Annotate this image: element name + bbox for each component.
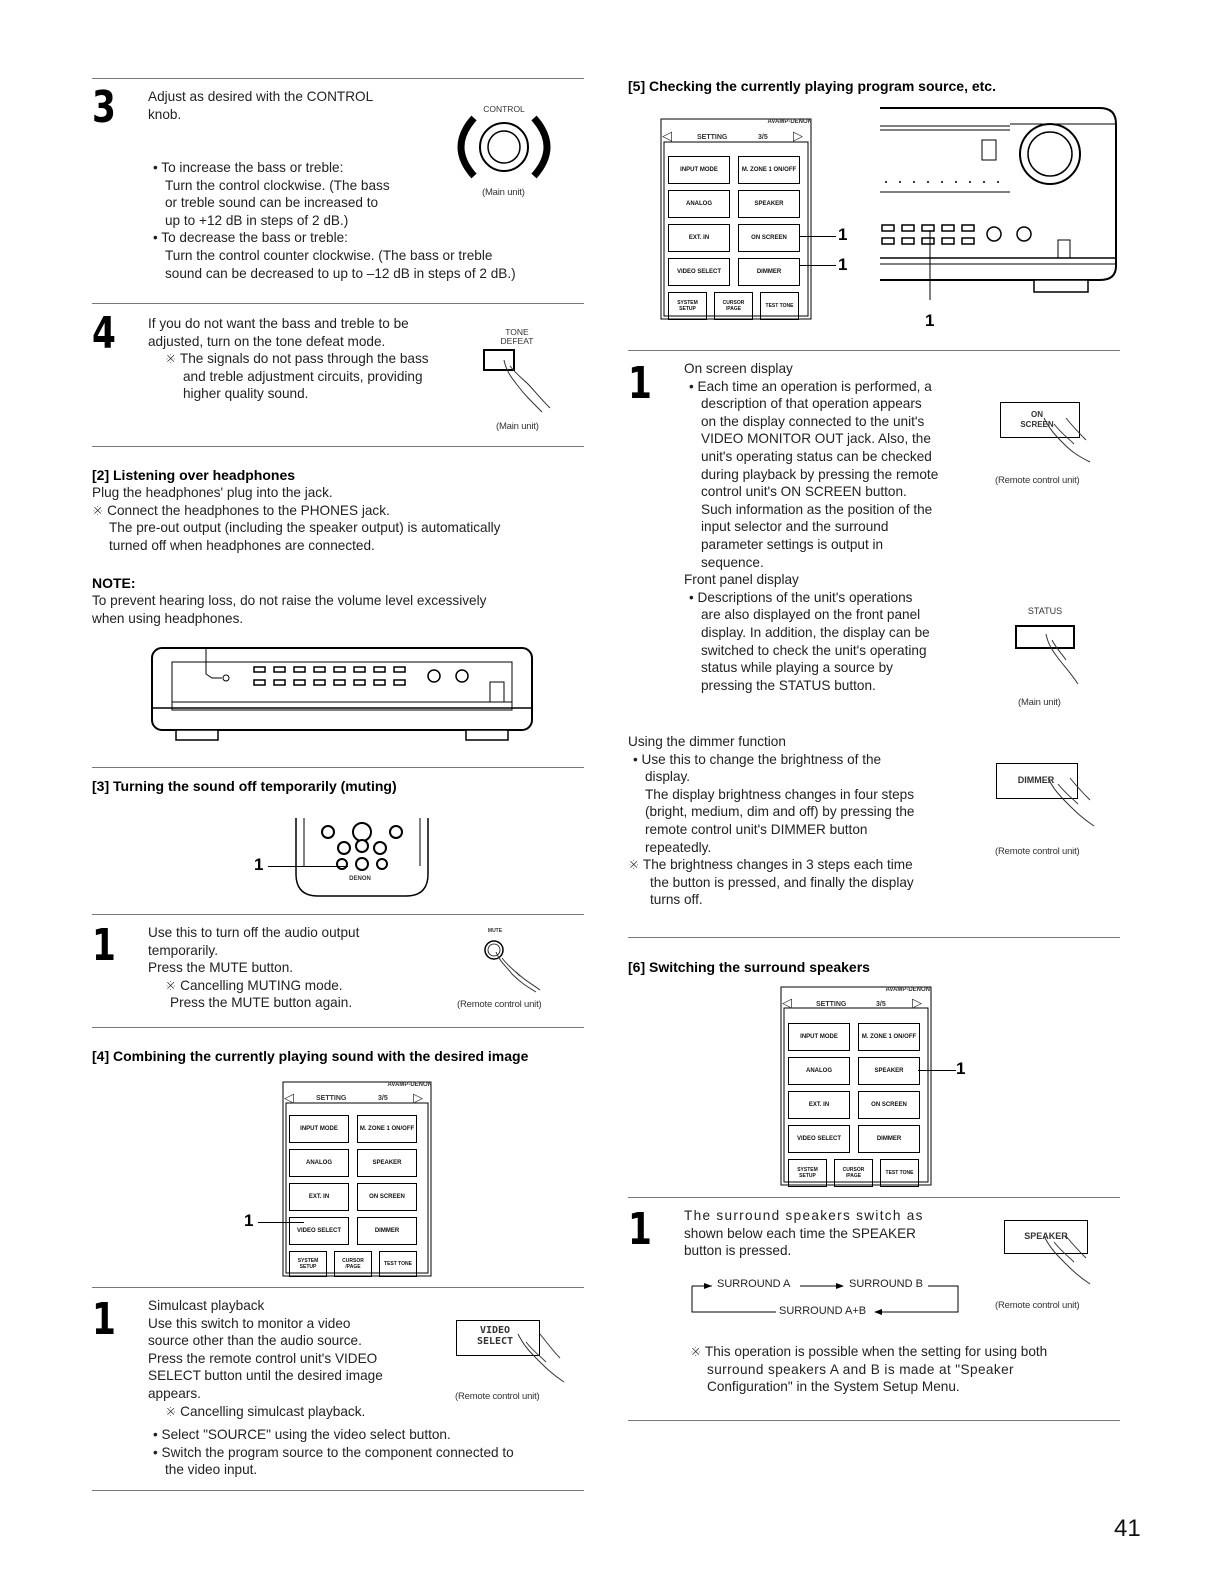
step-number: 1 (92, 1294, 116, 1345)
defeat-label: DEFEAT (500, 336, 534, 346)
remote-ext-in-button[interactable]: EXT. IN (668, 224, 730, 252)
callout-1: 1 (244, 1211, 254, 1230)
section-4-text: Simulcast playback Use this switch to monitor a video source other than the audio source. Press the remote control unit's VIDEO SELECT button until the desired image appears. ※ Cancelling simulcast playback. (148, 1298, 383, 1419)
section-2-text: Plug the headphones' plug into the jack. ※ Connect the headphones to the PHONES jack. The pre-out output (including the speaker output) is automatically turned off when headphones are connected. (92, 485, 501, 553)
video-select-label-2: SELECT (476, 1336, 514, 1347)
status-caption: (Main unit) (1018, 697, 1061, 708)
remote-mzone-button[interactable]: M. ZONE 1 ON/OFF (738, 156, 800, 184)
remote-cursor-page-button[interactable]: CURSOR /PAGE (334, 1251, 372, 1277)
dimmer-text: Using the dimmer function • Use this to change the brightness of the display. The display brightness changes in four steps (bright, medium, dim and off) by pressing the remote control unit's DIMMER button repeatedly. ※ The brightness changes in 3 steps each time the button is pressed, and finally the display turns off. (628, 733, 978, 909)
step3-text: Adjust as desired with the CONTROL knob. (148, 89, 374, 122)
remote-test-tone-button[interactable]: TEST TONE (379, 1251, 417, 1277)
remote-system-setup-button[interactable]: SYSTEM SETUP (289, 1251, 327, 1277)
remote-input-mode-button[interactable]: INPUT MODE (289, 1115, 349, 1143)
speaker-label: SPEAKER (1024, 1231, 1068, 1241)
remote-cursor-page-button[interactable]: CURSOR /PAGE (834, 1159, 873, 1187)
step-number: 1 (628, 358, 652, 409)
remote-page-label: 3/5 (876, 1001, 886, 1008)
remote-ext-in-button[interactable]: EXT. IN (289, 1183, 349, 1211)
remote-left-arrow-icon: ◁ (662, 128, 672, 143)
callout-1: 1 (838, 225, 848, 244)
section-5-osd-text: On screen display • Each time an operation is performed, a description of that operation appears on the display connected to the unit's VIDEO MONITOR OUT jack. Also, the unit's operating status can be checked during playback by pressing the remote control unit's ON SCREEN button. Such information as the position of the input selector and the surround parameter settings is output in sequence. Front panel display • Descriptions of the unit's operations are also displayed on the front panel display. In addition, the display can be switched to check the unit's operating status while playing a source by pressing the STATUS button. (684, 360, 984, 694)
remote-setting-label: SETTING (816, 1001, 847, 1008)
remote-dimmer-button[interactable]: DIMMER (357, 1217, 417, 1245)
remote-speaker-button[interactable]: SPEAKER (858, 1057, 920, 1085)
remote-input-mode-button[interactable]: INPUT MODE (668, 156, 730, 184)
remote-mzone-button[interactable]: M. ZONE 1 ON/OFF (858, 1023, 920, 1051)
remote-analog-button[interactable]: ANALOG (668, 190, 730, 218)
callout-1: 1 (956, 1059, 966, 1078)
note-title: NOTE: (92, 575, 136, 591)
section-6-text: The surround speakers switch as shown below each time the SPEAKER button is pressed. (684, 1208, 924, 1259)
mute-label: MUTE (487, 928, 503, 934)
remote-input-mode-button[interactable]: INPUT MODE (788, 1023, 850, 1051)
receiver-front-illustration (880, 100, 1120, 300)
section-2-title: [2] Listening over headphones (92, 467, 296, 483)
tone-label: TONE (505, 327, 529, 337)
remote-right-arrow-icon: ▷ (912, 995, 922, 1010)
remote-setting-label: SETTING (316, 1095, 347, 1102)
remote-analog-button[interactable]: ANALOG (289, 1149, 349, 1177)
tone-caption: (Main unit) (496, 421, 539, 432)
remote-system-setup-button[interactable]: SYSTEM SETUP (668, 292, 707, 320)
receiver-front-illustration (150, 644, 534, 744)
speaker-caption: (Remote control unit) (995, 1300, 1080, 1311)
remote-brand-label: AVAMP-DENON (387, 1082, 432, 1088)
remote-on-screen-button[interactable]: ON SCREEN (357, 1183, 417, 1211)
section-6-note: ※ This operation is possible when the setting for using both surround speakers A and B is made at "Speaker Configuration" in the System Setup Menu. (690, 1344, 1048, 1395)
remote-left-arrow-icon: ◁ (284, 1090, 294, 1105)
remote-button-grid (668, 156, 808, 320)
section-4-title: [4] Combining the currently playing sound with the desired image (92, 1048, 529, 1064)
on-screen-label-1: ON (1031, 410, 1043, 419)
knob-label: CONTROL (483, 104, 525, 114)
remote-right-arrow-icon: ▷ (413, 1090, 423, 1105)
flow-surround-a: SURROUND A (717, 1278, 791, 1290)
remote-brand-label: AVAMP-DENON (767, 119, 812, 125)
flow-surround-b: SURROUND B (849, 1278, 923, 1290)
remote-right-arrow-icon: ▷ (793, 128, 803, 143)
pressing-hand-icon (1040, 414, 1100, 464)
dimmer-caption: (Remote control unit) (995, 846, 1080, 857)
callout-1: 1 (254, 855, 264, 874)
remote-video-select-button[interactable]: VIDEO SELECT (788, 1125, 850, 1153)
remote-dimmer-button[interactable]: DIMMER (858, 1125, 920, 1153)
step-number: 4 (92, 308, 116, 359)
remote-dimmer-button[interactable]: DIMMER (738, 258, 800, 286)
on-screen-label-2: SCREEN (1020, 420, 1054, 429)
flow-surround-ab: SURROUND A+B (779, 1305, 867, 1317)
tone-defeat-button-icon (480, 346, 560, 418)
callout-1: 1 (838, 255, 848, 274)
section-3-title: [3] Turning the sound off temporarily (muting) (92, 778, 397, 794)
remote-on-screen-button[interactable]: ON SCREEN (858, 1091, 920, 1119)
remote-page-label: 3/5 (758, 134, 768, 141)
step-number: 1 (92, 920, 116, 971)
video-select-label-1: VIDEO (479, 1325, 511, 1336)
remote-mzone-button[interactable]: M. ZONE 1 ON/OFF (357, 1115, 417, 1143)
knob-caption: (Main unit) (482, 187, 525, 198)
remote-button-grid (788, 1023, 928, 1187)
remote-page-label: 3/5 (378, 1095, 388, 1102)
remote-test-tone-button[interactable]: TEST TONE (760, 292, 799, 320)
remote-button-grid (289, 1115, 425, 1277)
section-3-text: Use this to turn off the audio output temporarily. Press the MUTE button. ※ Cancelling MUTING mode. Press the MUTE button again. (148, 925, 360, 1011)
dimmer-label: DIMMER (1017, 775, 1055, 785)
pressing-hand-icon (1040, 1232, 1100, 1288)
remote-speaker-button[interactable]: SPEAKER (738, 190, 800, 218)
remote-ext-in-button[interactable]: EXT. IN (788, 1091, 850, 1119)
remote-on-screen-button[interactable]: ON SCREEN (738, 224, 800, 252)
page-number: 41 (1114, 1515, 1141, 1542)
control-knob-icon (454, 114, 554, 180)
remote-system-setup-button[interactable]: SYSTEM SETUP (788, 1159, 827, 1187)
section-5-title: [5] Checking the currently playing program source, etc. (628, 78, 996, 94)
remote-cursor-page-button[interactable]: CURSOR /PAGE (714, 292, 753, 320)
mute-button-icon (476, 936, 556, 996)
step-number: 1 (628, 1204, 652, 1255)
remote-video-select-button[interactable]: VIDEO SELECT (668, 258, 730, 286)
remote-brand-label: AVAMP-DENON (885, 987, 930, 993)
section-6-title: [6] Switching the surround speakers (628, 959, 870, 975)
note-text: To prevent hearing loss, do not raise the volume level excessively when using headphones. (92, 593, 487, 626)
remote-speaker-button[interactable]: SPEAKER (357, 1149, 417, 1177)
remote-brand: DENON (349, 876, 371, 882)
callout-1: 1 (925, 311, 935, 330)
remote-left-arrow-icon: ◁ (782, 995, 792, 1010)
remote-setting-label: SETTING (697, 134, 728, 141)
step4-text: If you do not want the bass and treble to be adjusted, turn on the tone defeat mode. ※ The signals do not pass through the bass and treble adjustment circuits, providing higher quality sound. (148, 316, 429, 402)
step3-bullets: • To increase the bass or treble: Turn the control clockwise. (The bass or treble sound can be increased to up to +12 dB in steps of 2 dB.) • To decrease the bass or treble: Turn the control counter clockwise. (The bass or treble sound can be decreased to up to –12 dB in steps of 2 dB.) (148, 159, 588, 282)
step-number: 3 (92, 82, 116, 133)
pressing-hand-icon (514, 1328, 574, 1384)
remote-top-illustration (292, 816, 432, 902)
mute-caption: (Remote control unit) (457, 999, 542, 1010)
remote-video-select-button[interactable]: VIDEO SELECT (289, 1217, 349, 1245)
video-select-caption: (Remote control unit) (455, 1391, 540, 1402)
section-4-bullets: • Select "SOURCE" using the video select button. • Switch the program source to the component connected to the video input. (148, 1426, 588, 1479)
status-label: STATUS (1027, 606, 1063, 616)
pressing-hand-icon (1044, 774, 1104, 830)
remote-analog-button[interactable]: ANALOG (788, 1057, 850, 1085)
remote-test-tone-button[interactable]: TEST TONE (880, 1159, 919, 1187)
on-screen-caption: (Remote control unit) (995, 475, 1080, 486)
status-button-icon (1012, 622, 1092, 692)
